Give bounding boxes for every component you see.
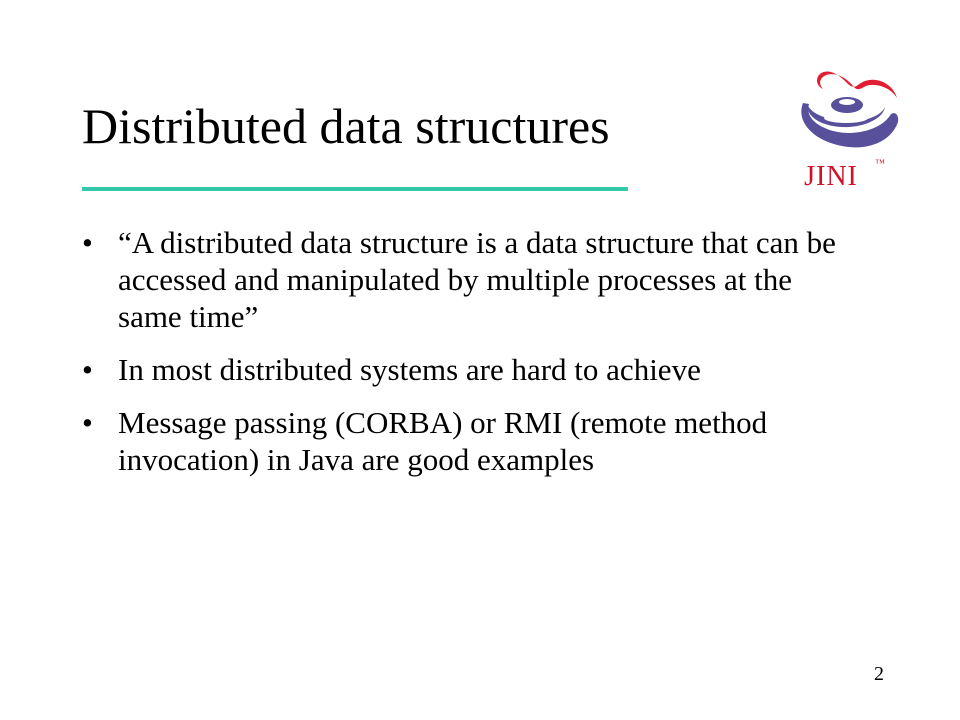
bullet-dot: •	[82, 225, 93, 260]
bullet-text: “A distributed data structure is a data structure that can be accessed and manipulated by multiple processes at the same time”	[118, 225, 836, 334]
page-number: 2	[874, 663, 884, 685]
logo-wordmark: JINI	[804, 161, 858, 190]
logo-lamp-mouth-shape	[824, 113, 868, 123]
slide-title: Distributed data structures	[82, 98, 610, 154]
bullet-item	[82, 351, 842, 388]
logo-trademark: ™	[875, 158, 885, 169]
bullet-dot: •	[82, 352, 93, 387]
jini-logo-icon	[795, 60, 905, 190]
bullet-dot: •	[82, 405, 93, 440]
logo-lamp-dome-highlight	[839, 99, 855, 105]
title-underline	[82, 187, 628, 191]
bullet-list	[82, 224, 842, 494]
bullet-text: Message passing (CORBA) or RMI (remote method invocation) in Java are good examples	[118, 405, 768, 477]
bullet-item	[82, 224, 842, 335]
bullet-item	[82, 404, 842, 478]
logo-flame-shape	[817, 71, 897, 98]
bullet-text: In most distributed systems are hard to achieve	[118, 352, 701, 387]
